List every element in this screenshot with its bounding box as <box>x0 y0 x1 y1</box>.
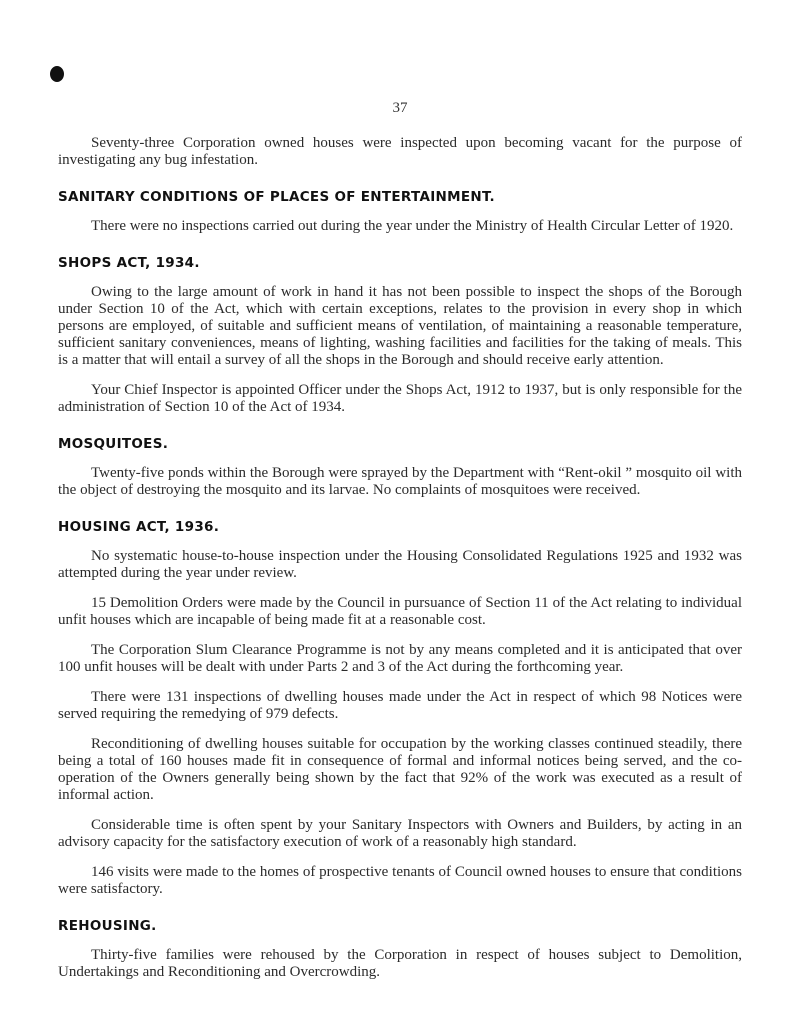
section-heading: SHOPS ACT, 1934. <box>58 255 200 271</box>
paragraph: Owing to the large amount of work in hand it has not been possible to inspect the shops of the Borough under Section 10 of the Act, which with certain exceptions, relates to the provision in every shop in which persons are employed, of suitable and sufficient means of ventilation, of maintaining a reasonable temperature, sufficient sanitary conveniences, means of lighting, washing facilities and facilities for the taking of meals. This is a matter that will entail a survey of all the shops in the Borough and should receive early attention. <box>58 284 742 368</box>
paragraph: Your Chief Inspector is appointed Officer under the Shops Act, 1912 to 1937, but is only responsible for the administration of Section 10 of the Act of 1934. <box>58 382 742 415</box>
paragraph: Reconditioning of dwelling houses suitable for occupation by the working classes continued steadily, there being a total of 160 houses made fit in consequence of formal and informal notices being served, and the co-operation of the Owners generally being shown by the fact that 92% of the work was executed as a result of informal action. <box>58 736 742 803</box>
paragraph: No systematic house-to-house inspection under the Housing Consolidated Regulations 1925 and 1932 was attempted during the year under review. <box>58 548 742 581</box>
section-mosquitoes <box>58 436 742 499</box>
section-heading: MOSQUITOES. <box>58 436 169 452</box>
section-heading: HOUSING ACT, 1936. <box>58 519 220 535</box>
paragraph: Considerable time is often spent by your Sanitary Inspectors with Owners and Builders, by acting in an advisory capacity for the satisfactory execution of work of a reasonably high standard. <box>58 817 742 850</box>
section-heading: SANITARY CONDITIONS OF PLACES OF ENTERTAINMENT. <box>58 189 495 205</box>
paragraph: Twenty-five ponds within the Borough were sprayed by the Department with “Rent-okil ” mosquito oil with the object of destroying the mosquito and its larvae. No complaints of mosquitoes were received. <box>58 465 742 498</box>
paragraph: The Corporation Slum Clearance Programme is not by any means completed and it is anticipated that over 100 unfit houses will be dealt with under Parts 2 and 3 of the Act during the forthcoming year. <box>58 642 742 675</box>
section-rehousing <box>58 918 742 981</box>
paragraph: There were no inspections carried out during the year under the Ministry of Health Circular Letter of 1920. <box>91 218 734 234</box>
document-page <box>58 100 742 994</box>
paragraph: 146 visits were made to the homes of prospective tenants of Council owned houses to ensure that conditions were satisfactory. <box>58 864 742 897</box>
paragraph: Thirty-five families were rehoused by the Corporation in respect of houses subject to Demolition, Undertakings and Reconditioning and Overcrowding. <box>58 947 742 980</box>
section-shops-act <box>58 255 742 416</box>
section-entertainment <box>58 189 742 235</box>
intro-paragraph: Seventy-three Corporation owned houses were inspected upon becoming vacant for the purpose of investigating any bug infestation. <box>58 135 742 168</box>
section-heading: REHOUSING. <box>58 918 157 934</box>
section-housing-act <box>58 519 742 898</box>
paragraph: 15 Demolition Orders were made by the Council in pursuance of Section 11 of the Act relating to individual unfit houses which are incapable of being made fit at a reasonable cost. <box>58 595 742 628</box>
punch-hole-mark <box>50 66 64 82</box>
page-number: 37 <box>392 100 408 116</box>
paragraph: There were 131 inspections of dwelling houses made under the Act in respect of which 98 Notices were served requiring the remedying of 979 defects. <box>58 689 742 722</box>
